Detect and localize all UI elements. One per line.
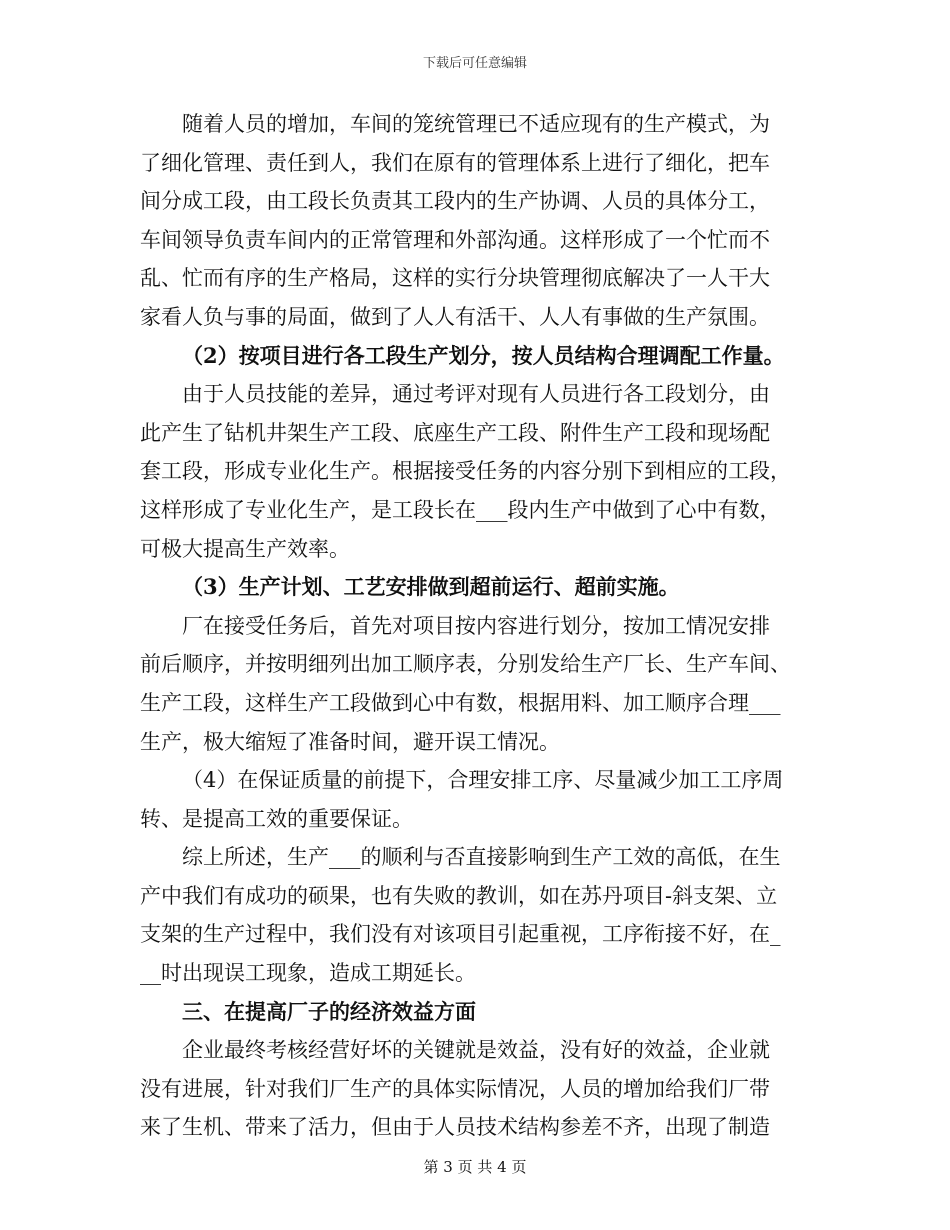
section-heading: （2）按项目进行各工段生产划分，按人员结构合理调配工作量。 — [182, 342, 785, 368]
text-line: 随着人员的增加，车间的笼统管理已不适应现有的生产模式，为 — [182, 112, 770, 136]
text-line: 产中我们有成功的硕果，也有失败的教训，如在苏丹项目-斜支架、立 — [140, 883, 778, 908]
text-line: 间分成工段，由工段长负责其工段内的生产协调、人员的具体分工， — [140, 189, 770, 214]
text-line: 套工段，形成专业化生产。根据接受任务的内容分别下到相应的工段， — [140, 459, 791, 484]
text-line: 由于人员技能的差异，通过考评对现有人员进行各工段划分，由 — [182, 382, 770, 407]
text-line: 家看人负与事的局面，做到了人人有活干、人人有事做的生产氛围。 — [140, 304, 770, 329]
text-line: 车间领导负责车间内的正常管理和外部沟通。这样形成了一个忙而不 — [140, 227, 770, 252]
text-line: 此产生了钻机井架生产工段、底座生产工段、附件生产工段和现场配 — [140, 420, 770, 445]
text-line: 没有进展，针对我们厂生产的具体实际情况，人员的增加给我们厂带 — [140, 1076, 770, 1101]
text-line: 支架的生产过程中，我们没有对该项目引起重视，工序衔接不好，在_ — [140, 922, 781, 947]
text-line: 企业最终考核经营好坏的关键就是效益，没有好的效益，企业就 — [182, 1038, 770, 1063]
page-header: 下载后可任意编辑 — [422, 56, 527, 71]
text-line: 综上所述，生产___的顺利与否直接影响到生产工效的高低，在生 — [182, 845, 781, 870]
text-line: 了细化管理、责任到人，我们在原有的管理体系上进行了细化，把车 — [140, 150, 770, 175]
text-line: 生产，极大缩短了准备时间，避开误工情况。 — [140, 729, 560, 754]
document-body — [140, 105, 820, 1147]
text-line: __时出现误工现象，造成工期延长。 — [140, 961, 476, 986]
text-line: 来了生机、带来了活力，但由于人员技术结构参差不齐，出现了制造 — [140, 1115, 770, 1140]
text-line: 这样形成了专业化生产，是工段长在___段内生产中做到了心中有数， — [140, 497, 781, 522]
text-line: （4）在保证质量的前提下，合理安排工序、尽量减少加工工序周 — [182, 768, 784, 793]
text-line: 厂在接受任务后，首先对项目按内容进行划分，按加工情况安排 — [182, 613, 770, 638]
text-line: 乱、忙而有序的生产格局，这样的实行分块管理彻底解决了一人干大 — [140, 266, 770, 291]
section-heading: （3）生产计划、工艺安排做到超前运行、超前实施。 — [182, 574, 680, 600]
text-line: 前后顺序，并按明细列出加工顺序表，分别发给生产厂长、生产车间、 — [140, 652, 791, 677]
text-line: 可极大提高生产效率。 — [140, 536, 350, 561]
text-line: 转、是提高工效的重要保证。 — [140, 806, 413, 831]
page-number: 第 3 页 共 4 页 — [423, 1158, 527, 1176]
section-heading: 三、在提高厂子的经济效益方面 — [182, 998, 476, 1024]
text-line: 生产工段，这样生产工段做到心中有数，根据用料、加工顺序合理___ — [140, 690, 781, 715]
